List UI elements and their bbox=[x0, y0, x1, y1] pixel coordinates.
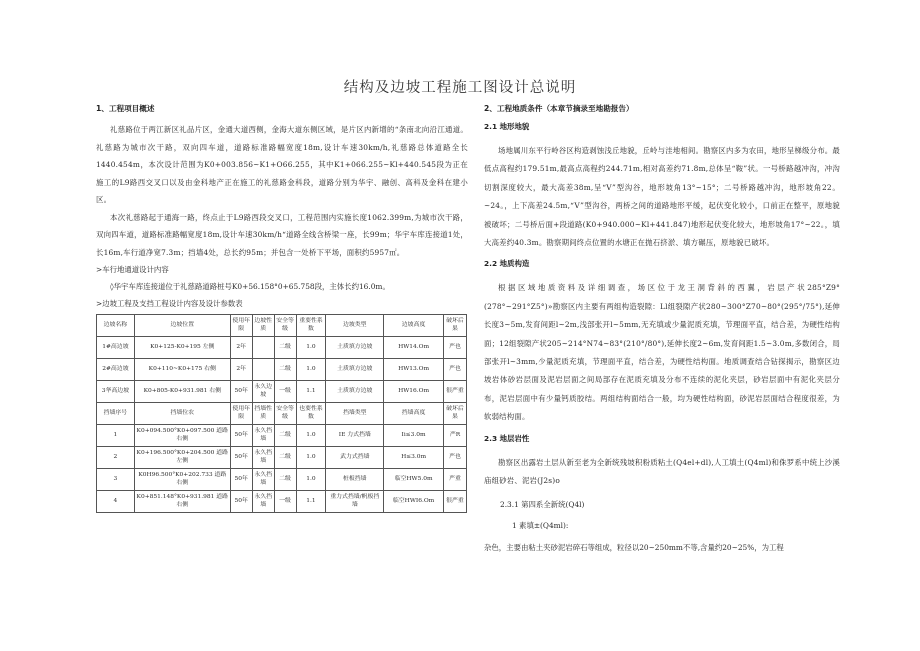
table-header-cell: 使用年限 bbox=[230, 315, 252, 337]
table-row bbox=[97, 359, 467, 381]
table-header-cell: 破坏后果 bbox=[444, 315, 467, 337]
table-cell: 桩板挡墙 bbox=[326, 469, 384, 491]
table-header-cell: 重要性系数 bbox=[296, 315, 326, 337]
table-row bbox=[97, 425, 467, 447]
table-cell: 临空HWI6.Om bbox=[384, 491, 444, 513]
table-cell: 临空HW5.0m bbox=[384, 469, 444, 491]
table-header-cell: 挡墙类型 bbox=[326, 403, 384, 425]
section-1-heading: 1、工程项目概述 bbox=[96, 104, 155, 113]
table-cell: 3 bbox=[97, 469, 135, 491]
table-cell: 50年 bbox=[230, 491, 252, 513]
table-header-cell: 边坡位置 bbox=[134, 315, 230, 337]
table-cell: K0+196.500°K0+204.500 道路左侧 bbox=[134, 447, 230, 469]
table-cell: 1#高边坡 bbox=[97, 337, 135, 359]
table-row bbox=[97, 491, 467, 513]
table-cell: 2 bbox=[97, 447, 135, 469]
section-2-1-paragraph: 场地属川东平行岭谷区构造剥蚀浅丘地貌，丘岭与洼地相间。勘察区内多为农田，地形呈梯级分布。最低点高程约179.51m,最高点高程约244.71m,相对高差约71.8m,总体呈“鞍”状。一号桥路越冲沟，冲沟切割深度较大，最大高差38m,呈“V”型沟谷，地形坡角13°~15°；二号桥路越冲沟，地形坡角22。~24。，上下高差24.5m,“V”型沟谷，两桥之间的道路地形平缓，起伏变化较小，口前正在整平，原地貌被破坏；二号桥后面+段道路(K0+940.000~Kl+441.847)地形起伏变化较大，地形坡角17°~22。，填大高差约40.3m。勘察期间终点位置的水塘正在抛石挤淤、填方碾压，原地貌已破坏。 bbox=[484, 146, 840, 248]
table-cell: 50年 bbox=[230, 447, 252, 469]
table-cell: K0+805-K0+931.981 右侧 bbox=[134, 381, 230, 403]
table-header-cell: 挡墙高度 bbox=[384, 403, 444, 425]
table-cell bbox=[252, 337, 274, 359]
table-cell: 3华高边坡 bbox=[97, 381, 135, 403]
table-cell: H≤3.0m bbox=[384, 447, 444, 469]
table-cell: 严也 bbox=[444, 337, 467, 359]
table-cell bbox=[252, 359, 274, 381]
table-cell: 50年 bbox=[230, 469, 252, 491]
table-cell: 一级 bbox=[274, 491, 296, 513]
table-cell: 土质填方边坡 bbox=[326, 337, 384, 359]
section-2-3-1-paragraph: 杂色，主要由粘土夹砂泥岩碎石等组成，粒径以20~250mm不等,含量约20~25%，为工程 bbox=[484, 542, 784, 552]
table-cell: 2#高边坡 bbox=[97, 359, 135, 381]
table-header-cell: 破坏后果 bbox=[444, 403, 467, 425]
table-cell: 严也 bbox=[444, 447, 467, 469]
table-header-cell: 安全等级 bbox=[274, 315, 296, 337]
section-2-2-paragraph: 根据区域地质资料及详细调查，场区位于龙王洞背斜的西翼，岩层产状285°Z9°(278°~291°Z5°)»勘察区内主要有两组构造裂隙：Ll组裂隙产状280~300°Z70~80°(295°/75°),延伸长度3~5m,发育间距l~2m,浅部张开l~5mm,无充填或少量泥质充填，节理面平直，结合差，为硬性结构面；12组裂隙产状205~214°N74~83°(210°/80°),延伸长度2~6m,发育间距1.5~3.0m,多数闭合，局部张开l~3mm,少量泥质充填，节理面平直，结合差，为硬性结构面。地质调查结合钻探揭示，勘察区边坡岩体砂岩层面及泥岩层面之间局部存在泥质充填及分布不连续的泥化夹层，砂岩层面中有泥化夹层分布，泥岩层面中有少量钙质胶结。两组结构面结合一般，均为硬性结构面，砂泥岩层面结合程度很差，为软弱结构面。 bbox=[484, 283, 840, 422]
table-header-cell: 边坡高度 bbox=[384, 315, 444, 337]
table-cell: 永久挡墙 bbox=[252, 491, 274, 513]
table-cell: 严重 bbox=[444, 469, 467, 491]
table-header-row bbox=[97, 403, 467, 425]
table-cell: 二级 bbox=[274, 359, 296, 381]
section-2-heading: 2、工程地质条件（本章节摘录至地勘报告） bbox=[484, 104, 634, 113]
table-header-cell: 挡墙性质 bbox=[252, 403, 274, 425]
right-column bbox=[484, 103, 840, 556]
table-cell: 二级 bbox=[274, 469, 296, 491]
page-title: 结构及边坡工程施工图设计总说明 bbox=[343, 80, 577, 96]
table-cell: Ii≤3.0m bbox=[384, 425, 444, 447]
table-cell: 武力式挡墙 bbox=[326, 447, 384, 469]
table-cell: 土质填方边坡 bbox=[326, 381, 384, 403]
table-cell: 二级 bbox=[274, 447, 296, 469]
table-cell: HW16.Om bbox=[384, 381, 444, 403]
table-header-cell: 边坡名称 bbox=[97, 315, 135, 337]
section-2-2-heading: 2.2 地质构造 bbox=[484, 259, 530, 269]
table-cell: 1.1 bbox=[296, 381, 326, 403]
sub-heading-slope: >边坡工程及支挡工程设计内容及设计参数表 bbox=[96, 299, 243, 308]
table-cell: K0+125-K0+195 左侧 bbox=[134, 337, 230, 359]
table-cell: 严也 bbox=[444, 359, 467, 381]
table-cell: 1.0 bbox=[296, 337, 326, 359]
section-2-3-1-item: 1 素填±(Q4ml): bbox=[512, 520, 569, 530]
table-header-cell: 安全等级 bbox=[274, 403, 296, 425]
table-header-cell: 也要性系数 bbox=[296, 403, 326, 425]
sub-heading-tunnel: >车行地通道设计内容 bbox=[96, 265, 169, 274]
table-cell: 永久挡墙 bbox=[252, 469, 274, 491]
section-2-3-paragraph: 勘察区出露岩土层从新至老为全新统残坡积粉质粘土(Q4el+dl),人工填土(Q4ml)和侏罗系中统上沙溪庙组砂岩、泥岩(J2s)o bbox=[484, 457, 840, 486]
table-cell: K0H96.500°K0+202.733 道路右侧 bbox=[134, 469, 230, 491]
table-cell: 1 bbox=[97, 425, 135, 447]
table-cell: 很严重 bbox=[444, 381, 467, 403]
table-row bbox=[97, 337, 467, 359]
section-2-1-heading: 2.1 地形地貌 bbox=[484, 122, 530, 131]
table-cell: 土质填方边坡 bbox=[326, 359, 384, 381]
table-cell: IE 力式挡墙 bbox=[326, 425, 384, 447]
section-1-paragraph-1: 礼慈路位于两江新区礼品片区，金通大道西侧，金海大道东侧区域，是片区内新增的“条南北向沿江通道。礼慈路为城市次干路，双向四车道，道路标准路幅宽度18m,设计车速30km/h,礼慈路总体道路全长1440.454m，本次设计范围为K0+003.856~K1+O66.255，其中K1+066.255~Kl+440.545段为正在施工的L9路西交叉口以及由金科地产正在施工的礼慈路金科段，道路分别为华宇、融创、高科及金科在建小区。 bbox=[96, 125, 468, 204]
table-cell: 50年 bbox=[230, 381, 252, 403]
table-cell: 1.0 bbox=[296, 359, 326, 381]
table-cell: 重力式挡墙/帆板挡墙 bbox=[326, 491, 384, 513]
table-header-cell: 挡墙序号 bbox=[97, 403, 135, 425]
table-header-cell: 边坡性质 bbox=[252, 315, 274, 337]
table-row bbox=[97, 381, 467, 403]
table-cell: 永久挡墙 bbox=[252, 447, 274, 469]
table-cell: 二级 bbox=[274, 337, 296, 359]
left-column bbox=[96, 103, 468, 513]
table-cell: 50年 bbox=[230, 425, 252, 447]
table-cell: HW13.Om bbox=[384, 359, 444, 381]
table-cell: 一级 bbox=[274, 381, 296, 403]
table-row bbox=[97, 447, 467, 469]
table-cell: 很严重 bbox=[444, 491, 467, 513]
table-cell: 永久挡墙 bbox=[252, 425, 274, 447]
table-cell: 1.1 bbox=[296, 491, 326, 513]
section-1-paragraph-3: ◊华宇车库连接道位于礼慈路道路桩号K0+56.158°0+65.758段，主体长约16.0m。 bbox=[110, 282, 390, 291]
table-cell: K0+851.148°K0+931.981 道路右侧 bbox=[134, 491, 230, 513]
table-cell: 严R bbox=[444, 425, 467, 447]
table-header-cell: 边坡类型 bbox=[326, 315, 384, 337]
slope-parameter-table bbox=[96, 314, 467, 513]
table-cell: K0+110~K0+175 右侧 bbox=[134, 359, 230, 381]
table-cell: 永久边坡 bbox=[252, 381, 274, 403]
table-row bbox=[97, 469, 467, 491]
table-header-cell: 挡墙位农 bbox=[134, 403, 230, 425]
table-cell: 1.0 bbox=[296, 447, 326, 469]
table-cell: 1.0 bbox=[296, 469, 326, 491]
table-cell: 2年 bbox=[230, 337, 252, 359]
table-cell: HW14.Om bbox=[384, 337, 444, 359]
table-cell: 1.0 bbox=[296, 425, 326, 447]
table-cell: K0+094.500°K0+097.500 道路右侧 bbox=[134, 425, 230, 447]
table-header-cell: 使用年限 bbox=[230, 403, 252, 425]
section-2-3-heading: 2.3 地层岩性 bbox=[484, 433, 530, 443]
table-cell: 二级 bbox=[274, 425, 296, 447]
table-header-row bbox=[97, 315, 467, 337]
table-cell: 4 bbox=[97, 491, 135, 513]
section-2-3-1-heading: 2.3.1 第四系全新统(Q4l) bbox=[500, 499, 585, 509]
table-cell: 2年 bbox=[230, 359, 252, 381]
section-1-paragraph-2: 本次礼慈路起于通海一路，终点止于L9路西段交叉口，工程范围内实施长度1062.399m,为城市次干路，双向四车道，道路标准路幅宽度18m,设计车速30km/h“道路全线含桥梁一座，长99m；华宇车库连接道1处，长16m,车行道净宽7.3m；挡墙4处，总长约95m；并包含一处桥下平场，面积约5957㎡。 bbox=[96, 212, 468, 257]
